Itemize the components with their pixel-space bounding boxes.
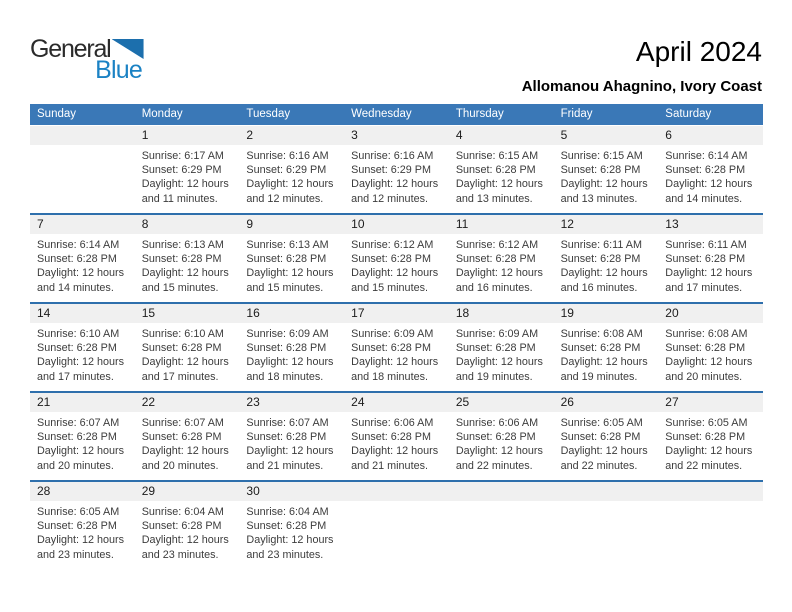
day-cell-empty <box>658 482 763 569</box>
day-details <box>449 323 554 391</box>
daylight-text-cont: and 20 minutes. <box>37 459 114 472</box>
day-details <box>30 234 135 302</box>
day-details <box>554 234 659 302</box>
day-details <box>658 501 763 569</box>
day-details <box>30 323 135 391</box>
sunrise-text: Sunrise: 6:07 AM <box>246 417 329 429</box>
day-details <box>554 501 659 569</box>
sunrise-text: Sunrise: 6:09 AM <box>351 328 434 340</box>
day-cell-3 <box>344 126 449 213</box>
daylight-text-cont: and 12 minutes. <box>246 192 324 205</box>
day-cell-5 <box>554 126 659 213</box>
daylight-text: Daylight: 12 hours <box>37 356 125 369</box>
general-blue-logo <box>30 37 144 83</box>
day-details <box>449 412 554 480</box>
sunset-text: Sunset: 6:28 PM <box>37 253 117 266</box>
day-cell-26 <box>554 393 659 480</box>
sunrise-text: Sunrise: 6:06 AM <box>455 417 539 429</box>
day-number: 9 <box>239 215 344 234</box>
day-number: 27 <box>658 393 763 412</box>
weekday-header-saturday: Saturday <box>665 108 712 120</box>
day-number: 25 <box>449 393 554 412</box>
day-details <box>135 412 240 480</box>
day-cell-1 <box>135 126 240 213</box>
weekday-header-friday: Friday <box>560 108 593 120</box>
daylight-text-cont: and 23 minutes. <box>37 548 114 561</box>
sunrise-text: Sunrise: 6:05 AM <box>37 506 120 518</box>
weekday-header-thursday: Thursday <box>455 108 504 120</box>
week-row-2 <box>30 213 763 302</box>
day-details <box>344 323 449 391</box>
sunrise-text: Sunrise: 6:13 AM <box>141 239 224 251</box>
sunrise-text: Sunrise: 6:10 AM <box>37 328 120 340</box>
day-number: 14 <box>30 304 135 323</box>
day-cell-13 <box>658 215 763 302</box>
daylight-text: Daylight: 12 hours <box>141 534 229 547</box>
day-details <box>658 323 763 391</box>
day-number <box>449 482 554 501</box>
daylight-text-cont: and 21 minutes. <box>351 459 428 472</box>
day-number <box>658 482 763 501</box>
day-number: 23 <box>239 393 344 412</box>
daylight-text: Daylight: 12 hours <box>246 534 334 547</box>
day-details <box>30 412 135 480</box>
day-cell-6 <box>658 126 763 213</box>
daylight-text: Daylight: 12 hours <box>455 267 543 280</box>
day-cell-12 <box>554 215 659 302</box>
daylight-text: Daylight: 12 hours <box>141 178 229 191</box>
week-row-3 <box>30 302 763 391</box>
daylight-text: Daylight: 12 hours <box>351 178 439 191</box>
day-details <box>554 323 659 391</box>
daylight-text-cont: and 17 minutes. <box>141 370 219 383</box>
sunset-text: Sunset: 6:28 PM <box>455 431 536 444</box>
day-details <box>344 501 449 569</box>
sunset-text: Sunset: 6:28 PM <box>351 431 431 444</box>
day-cell-23 <box>239 393 344 480</box>
day-number: 11 <box>449 215 554 234</box>
sunset-text: Sunset: 6:28 PM <box>246 431 327 444</box>
daylight-text-cont: and 19 minutes. <box>455 370 533 383</box>
sunset-text: Sunset: 6:29 PM <box>141 164 222 177</box>
day-details <box>135 145 240 213</box>
day-cell-25 <box>449 393 554 480</box>
day-cell-empty <box>554 482 659 569</box>
daylight-text-cont: and 19 minutes. <box>560 370 638 383</box>
week-row-1 <box>30 126 763 213</box>
sunset-text: Sunset: 6:28 PM <box>560 342 641 355</box>
daylight-text-cont: and 23 minutes. <box>141 548 219 561</box>
sunrise-text: Sunrise: 6:09 AM <box>455 328 539 340</box>
sunset-text: Sunset: 6:29 PM <box>351 164 431 177</box>
sunset-text: Sunset: 6:28 PM <box>560 164 641 177</box>
day-number: 20 <box>658 304 763 323</box>
day-number <box>554 482 659 501</box>
sunrise-text: Sunrise: 6:16 AM <box>351 150 434 162</box>
week-row-5 <box>30 480 763 569</box>
day-details <box>239 412 344 480</box>
sunset-text: Sunset: 6:28 PM <box>560 253 641 266</box>
sunrise-text: Sunrise: 6:06 AM <box>351 417 434 429</box>
daylight-text: Daylight: 12 hours <box>560 178 648 191</box>
day-details <box>239 501 344 569</box>
sunset-text: Sunset: 6:28 PM <box>665 253 746 266</box>
day-details <box>344 412 449 480</box>
daylight-text: Daylight: 12 hours <box>455 356 543 369</box>
day-number: 8 <box>135 215 240 234</box>
day-number: 24 <box>344 393 449 412</box>
day-details <box>449 145 554 213</box>
logo-text-general: General <box>30 35 111 63</box>
day-details <box>658 145 763 213</box>
sunrise-text: Sunrise: 6:12 AM <box>351 239 434 251</box>
day-cell-18 <box>449 304 554 391</box>
day-cell-10 <box>344 215 449 302</box>
day-number: 3 <box>344 126 449 145</box>
day-number: 19 <box>554 304 659 323</box>
daylight-text: Daylight: 12 hours <box>141 356 229 369</box>
day-number: 6 <box>658 126 763 145</box>
day-number: 1 <box>135 126 240 145</box>
day-details <box>135 501 240 569</box>
sunset-text: Sunset: 6:29 PM <box>246 164 327 177</box>
sunset-text: Sunset: 6:28 PM <box>455 342 536 355</box>
daylight-text-cont: and 22 minutes. <box>665 459 743 472</box>
daylight-text: Daylight: 12 hours <box>455 445 543 458</box>
daylight-text: Daylight: 12 hours <box>246 356 334 369</box>
day-number <box>30 126 135 145</box>
daylight-text-cont: and 13 minutes. <box>455 192 533 205</box>
sunrise-text: Sunrise: 6:15 AM <box>455 150 539 162</box>
sunset-text: Sunset: 6:28 PM <box>455 164 536 177</box>
sunrise-text: Sunrise: 6:16 AM <box>246 150 329 162</box>
daylight-text: Daylight: 12 hours <box>246 178 334 191</box>
daylight-text: Daylight: 12 hours <box>665 267 753 280</box>
day-cell-8 <box>135 215 240 302</box>
daylight-text: Daylight: 12 hours <box>141 267 229 280</box>
daylight-text-cont: and 20 minutes. <box>141 459 219 472</box>
week-row-4 <box>30 391 763 480</box>
sunrise-text: Sunrise: 6:11 AM <box>560 239 642 251</box>
sunrise-text: Sunrise: 6:04 AM <box>141 506 224 518</box>
location-subtitle: Allomanou Ahagnino, Ivory Coast <box>521 78 762 95</box>
daylight-text-cont: and 20 minutes. <box>665 370 743 383</box>
title-block <box>522 38 762 95</box>
daylight-text: Daylight: 12 hours <box>351 356 439 369</box>
day-details <box>344 145 449 213</box>
day-cell-empty <box>30 126 135 213</box>
logo-text-blue: Blue <box>95 56 142 84</box>
sunrise-text: Sunrise: 6:13 AM <box>246 239 329 251</box>
day-cell-19 <box>554 304 659 391</box>
daylight-text-cont: and 21 minutes. <box>246 459 324 472</box>
day-details <box>554 145 659 213</box>
weekday-header-wednesday: Wednesday <box>351 108 412 120</box>
day-cell-20 <box>658 304 763 391</box>
daylight-text-cont: and 13 minutes. <box>560 192 638 205</box>
daylight-text: Daylight: 12 hours <box>37 445 125 458</box>
day-cell-15 <box>135 304 240 391</box>
day-number: 13 <box>658 215 763 234</box>
sunrise-text: Sunrise: 6:08 AM <box>560 328 643 340</box>
daylight-text: Daylight: 12 hours <box>665 356 753 369</box>
day-number: 18 <box>449 304 554 323</box>
daylight-text: Daylight: 12 hours <box>351 267 439 280</box>
daylight-text: Daylight: 12 hours <box>665 445 753 458</box>
day-details <box>658 412 763 480</box>
day-details <box>30 145 135 213</box>
sunrise-text: Sunrise: 6:14 AM <box>37 239 120 251</box>
sunset-text: Sunset: 6:28 PM <box>37 431 117 444</box>
daylight-text-cont: and 23 minutes. <box>246 548 324 561</box>
day-number: 15 <box>135 304 240 323</box>
day-cell-7 <box>30 215 135 302</box>
sunset-text: Sunset: 6:28 PM <box>141 520 222 533</box>
sunset-text: Sunset: 6:28 PM <box>665 431 746 444</box>
daylight-text-cont: and 15 minutes. <box>246 281 324 294</box>
sunset-text: Sunset: 6:28 PM <box>141 431 222 444</box>
day-cell-27 <box>658 393 763 480</box>
day-cell-17 <box>344 304 449 391</box>
day-cell-30 <box>239 482 344 569</box>
day-details <box>344 234 449 302</box>
sunset-text: Sunset: 6:28 PM <box>560 431 641 444</box>
day-details <box>30 501 135 569</box>
day-number: 26 <box>554 393 659 412</box>
daylight-text: Daylight: 12 hours <box>665 178 753 191</box>
day-details <box>449 501 554 569</box>
day-cell-21 <box>30 393 135 480</box>
day-number: 10 <box>344 215 449 234</box>
day-details <box>449 234 554 302</box>
daylight-text: Daylight: 12 hours <box>37 267 125 280</box>
daylight-text-cont: and 16 minutes. <box>560 281 638 294</box>
day-number: 29 <box>135 482 240 501</box>
day-details <box>239 234 344 302</box>
day-cell-9 <box>239 215 344 302</box>
daylight-text: Daylight: 12 hours <box>141 445 229 458</box>
sunrise-text: Sunrise: 6:04 AM <box>246 506 329 518</box>
daylight-text-cont: and 22 minutes. <box>455 459 533 472</box>
daylight-text-cont: and 17 minutes. <box>665 281 743 294</box>
calendar-grid <box>30 104 763 569</box>
day-number <box>344 482 449 501</box>
weekday-header-row <box>30 104 763 125</box>
day-cell-24 <box>344 393 449 480</box>
sunset-text: Sunset: 6:28 PM <box>246 253 327 266</box>
day-cell-14 <box>30 304 135 391</box>
daylight-text-cont: and 17 minutes. <box>37 370 114 383</box>
day-number: 12 <box>554 215 659 234</box>
sunrise-text: Sunrise: 6:07 AM <box>141 417 224 429</box>
weekday-header-monday: Monday <box>141 108 183 120</box>
daylight-text-cont: and 14 minutes. <box>37 281 114 294</box>
day-details <box>135 323 240 391</box>
sunset-text: Sunset: 6:28 PM <box>246 342 327 355</box>
weeks-container <box>30 126 763 569</box>
day-number: 17 <box>344 304 449 323</box>
sunset-text: Sunset: 6:28 PM <box>455 253 536 266</box>
daylight-text: Daylight: 12 hours <box>560 267 648 280</box>
day-details <box>239 145 344 213</box>
sunset-text: Sunset: 6:28 PM <box>141 253 222 266</box>
sunrise-text: Sunrise: 6:15 AM <box>560 150 643 162</box>
sunset-text: Sunset: 6:28 PM <box>665 342 746 355</box>
day-number: 4 <box>449 126 554 145</box>
day-number: 5 <box>554 126 659 145</box>
day-number: 21 <box>30 393 135 412</box>
day-number: 22 <box>135 393 240 412</box>
day-cell-empty <box>449 482 554 569</box>
daylight-text-cont: and 18 minutes. <box>351 370 428 383</box>
day-details <box>658 234 763 302</box>
daylight-text: Daylight: 12 hours <box>246 267 334 280</box>
day-number: 30 <box>239 482 344 501</box>
day-details <box>135 234 240 302</box>
weekday-header-tuesday: Tuesday <box>246 108 291 120</box>
sunset-text: Sunset: 6:28 PM <box>37 342 117 355</box>
day-number: 2 <box>239 126 344 145</box>
daylight-text-cont: and 15 minutes. <box>141 281 219 294</box>
daylight-text: Daylight: 12 hours <box>351 445 439 458</box>
day-cell-29 <box>135 482 240 569</box>
day-details <box>554 412 659 480</box>
day-cell-2 <box>239 126 344 213</box>
sunrise-text: Sunrise: 6:08 AM <box>665 328 748 340</box>
sunrise-text: Sunrise: 6:10 AM <box>141 328 224 340</box>
sunrise-text: Sunrise: 6:09 AM <box>246 328 329 340</box>
daylight-text: Daylight: 12 hours <box>246 445 334 458</box>
sunrise-text: Sunrise: 6:11 AM <box>665 239 747 251</box>
sunrise-text: Sunrise: 6:17 AM <box>141 150 224 162</box>
sunrise-text: Sunrise: 6:07 AM <box>37 417 120 429</box>
day-cell-4 <box>449 126 554 213</box>
day-number: 28 <box>30 482 135 501</box>
weekday-header-sunday: Sunday <box>37 108 77 120</box>
daylight-text-cont: and 16 minutes. <box>455 281 533 294</box>
sunset-text: Sunset: 6:28 PM <box>141 342 222 355</box>
daylight-text-cont: and 14 minutes. <box>665 192 743 205</box>
sunset-text: Sunset: 6:28 PM <box>351 253 431 266</box>
month-title: April 2024 <box>635 36 762 67</box>
daylight-text-cont: and 22 minutes. <box>560 459 638 472</box>
sunset-text: Sunset: 6:28 PM <box>37 520 117 533</box>
sunrise-text: Sunrise: 6:14 AM <box>665 150 748 162</box>
day-cell-11 <box>449 215 554 302</box>
sunset-text: Sunset: 6:28 PM <box>665 164 746 177</box>
sunrise-text: Sunrise: 6:05 AM <box>665 417 748 429</box>
sunrise-text: Sunrise: 6:05 AM <box>560 417 643 429</box>
day-cell-empty <box>344 482 449 569</box>
day-cell-16 <box>239 304 344 391</box>
daylight-text-cont: and 18 minutes. <box>246 370 324 383</box>
day-details <box>239 323 344 391</box>
sunrise-text: Sunrise: 6:12 AM <box>455 239 539 251</box>
daylight-text-cont: and 12 minutes. <box>351 192 428 205</box>
sunset-text: Sunset: 6:28 PM <box>351 342 431 355</box>
daylight-text: Daylight: 12 hours <box>455 178 543 191</box>
daylight-text: Daylight: 12 hours <box>37 534 125 547</box>
day-number: 16 <box>239 304 344 323</box>
day-cell-22 <box>135 393 240 480</box>
daylight-text: Daylight: 12 hours <box>560 356 648 369</box>
sunset-text: Sunset: 6:28 PM <box>246 520 327 533</box>
daylight-text: Daylight: 12 hours <box>560 445 648 458</box>
daylight-text-cont: and 11 minutes. <box>141 192 218 205</box>
daylight-text-cont: and 15 minutes. <box>351 281 428 294</box>
day-cell-28 <box>30 482 135 569</box>
day-number: 7 <box>30 215 135 234</box>
